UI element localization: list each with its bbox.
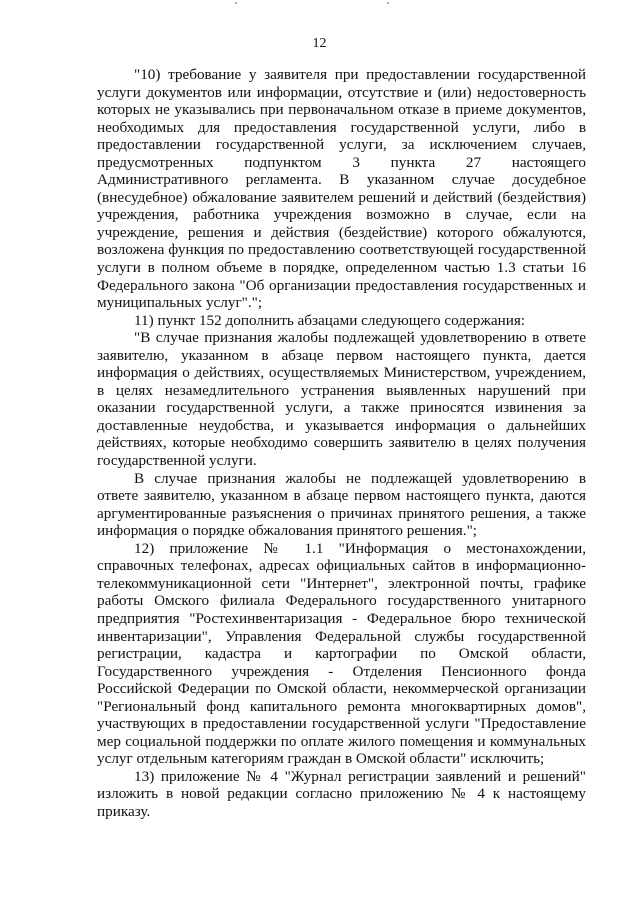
paragraph-item-13: 13) приложение № 4 "Журнал регистрации заявлений и решений" изложить в новой редакции согласно приложению № 4 к настоящему приказу. [97,767,586,820]
paragraph-complaint-rejected: В случае признания жалобы не подлежащей удовлетворению в ответе заявителю, указанном в абзаце первом настоящего пункта, даются аргументированные разъяснения о причинах принятого решения, а также информация о порядке обжалования принятого решения."; [97,469,586,540]
paragraph-complaint-satisfied: "В случае признания жалобы подлежащей удовлетворению в ответе заявителю, указанном в абзаце первом настоящего пункта, дается информация о действиях, осуществляемых Министерством, учреждением, в целях незамедлительного устранения выявленных нарушений при оказании государственной услуги, а также приносятся извинения за доставленные неудобства, и указывается информация о дальнейших действиях, которые необходимо совершить заявителю в целях получения государственной услуги. [97,329,586,470]
paragraph-item-11: 11) пункт 152 дополнить абзацами следующего содержания: [134,311,526,329]
document-body [97,66,586,821]
paragraph-item-12: 12) приложение № 1.1 "Информация о местонахождении, справочных телефонах, адресах официальных сайтов в информационно-телекоммуникационной сети "Интернет", электронной почты, графике работы Омского филиала Федерального государственного унитарного предприятия "Ростехинвентаризация - Федеральное бюро технической инвентаризации", Управления Федеральной службы государственной регистрации, кадастра и картографии по Омской области, Государственного учреждения - Отделения Пенсионного фонда Российской Федерации по Омской области, некоммерческой организации "Региональный фонд капитального ремонта многоквартирных домов", участвующих в предоставлении государственной услуги "Предоставление мер социальной поддержки по оплате жилого помещения и коммунальных услуг отдельным категориям граждан в Омской области" исключить; [97,539,586,768]
paragraph-item-10: "10) требование у заявителя при предоставлении государственной услуги документов или информации, отсутствие и (или) недостоверность которых не указывались при первоначальном отказе в приеме документов, необходимых для предоставления государственной услуги, либо в предоставлении государственной услуги, за исключением случаев, предусмотренных подпунктом 3 пункта 27 настоящего Административного регламента. В указанном случае досудебное (внесудебное) обжалование заявителем решений и действий (бездействия) учреждения, работника учреждения возможно в случае, если на учреждение, решения и действия (бездействие) которого обжалуются, возложена функция по предоставлению соответствующей государственной услуги в полном объеме в порядке, определенном частью 1.3 статьи 16 Федерального закона "Об организации предоставления государственных и муниципальных услуг"."; [97,66,586,312]
page-number: 12 [312,36,327,51]
